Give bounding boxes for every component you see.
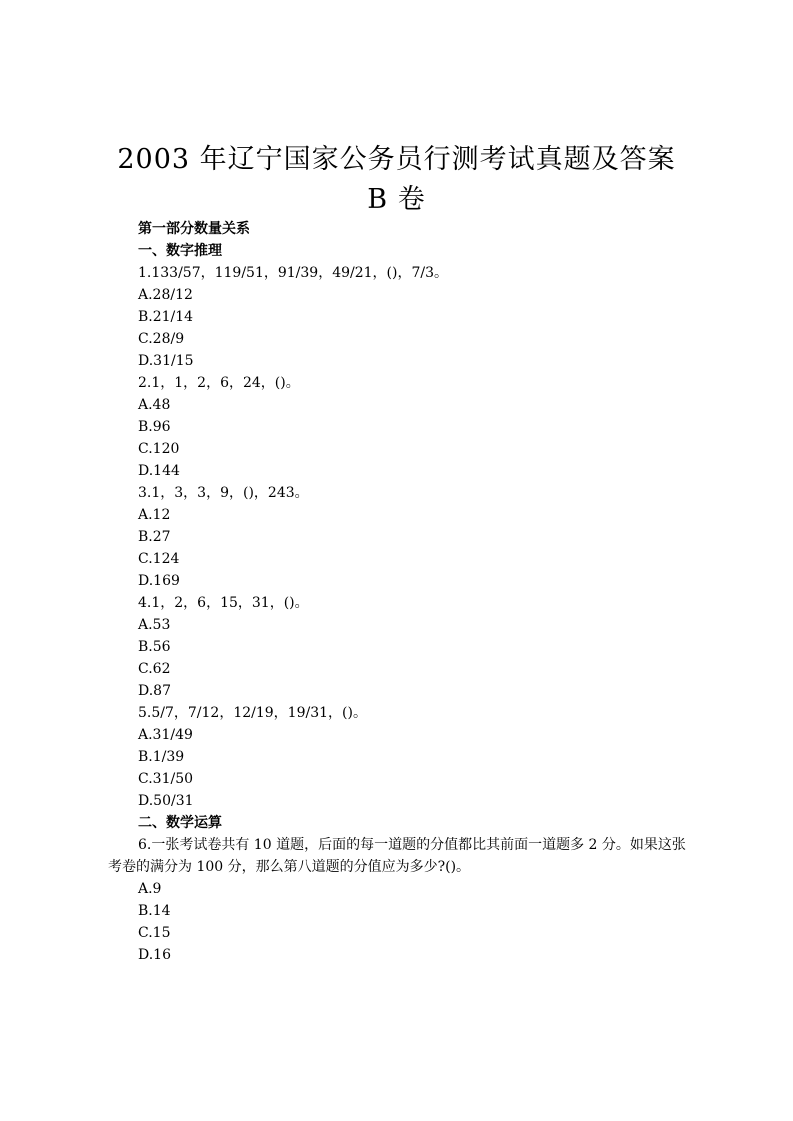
option-a: A.48 [138,397,171,413]
option-c: C.120 [138,441,180,457]
option-d: D.144 [138,463,180,479]
question-6 [108,834,693,966]
question-stem: 6.一张考试卷共有 10 道题，后面的每一道题的分值都比其前面一道题多 2 分。如果这张考卷的满分为 100 分，那么第八道题的分值应为多少?()。 [108,837,686,875]
option-b: B.56 [138,639,171,655]
option-c: C.28/9 [138,331,185,347]
document-subtitle: B 卷 [367,184,426,215]
option-c: C.15 [138,925,171,941]
section-heading: 第一部分数量关系 [138,221,250,237]
option-a: A.12 [138,507,171,523]
question-1 [108,262,693,372]
question-stem: 3.1，3，3，9，()，243。 [138,485,309,501]
option-d: D.31/15 [138,353,194,369]
question-3 [108,482,693,592]
part-heading: 二、数学运算 [138,815,222,831]
option-b: B.27 [138,529,171,545]
option-a: A.31/49 [138,727,193,743]
option-c: C.62 [138,661,171,677]
option-c: C.31/50 [138,771,194,787]
option-b: B.21/14 [138,309,194,325]
part-heading: 一、数字推理 [138,243,222,259]
question-2 [108,372,693,482]
option-d: D.16 [138,947,171,963]
option-b: B.1/39 [138,749,185,765]
question-stem: 4.1，2，6，15，31，()。 [138,595,309,611]
question-stem: 2.1，1，2，6，24，()。 [138,375,300,391]
question-5 [108,702,693,812]
option-b: B.14 [138,903,171,919]
option-a: A.9 [138,881,162,897]
option-a: A.28/12 [138,287,193,303]
question-stem: 5.5/7，7/12，12/19，19/31，()。 [138,705,367,721]
document-title: 2003 年辽宁国家公务员行测考试真题及答案 [117,144,676,175]
option-a: A.53 [138,617,171,633]
option-d: D.50/31 [138,793,194,809]
option-c: C.124 [138,551,180,567]
document-body [108,218,693,966]
option-d: D.169 [138,573,180,589]
question-4 [108,592,693,702]
question-stem: 1.133/57，119/51，91/39，49/21，()，7/3。 [138,265,449,281]
option-b: B.96 [138,419,171,435]
option-d: D.87 [138,683,171,699]
